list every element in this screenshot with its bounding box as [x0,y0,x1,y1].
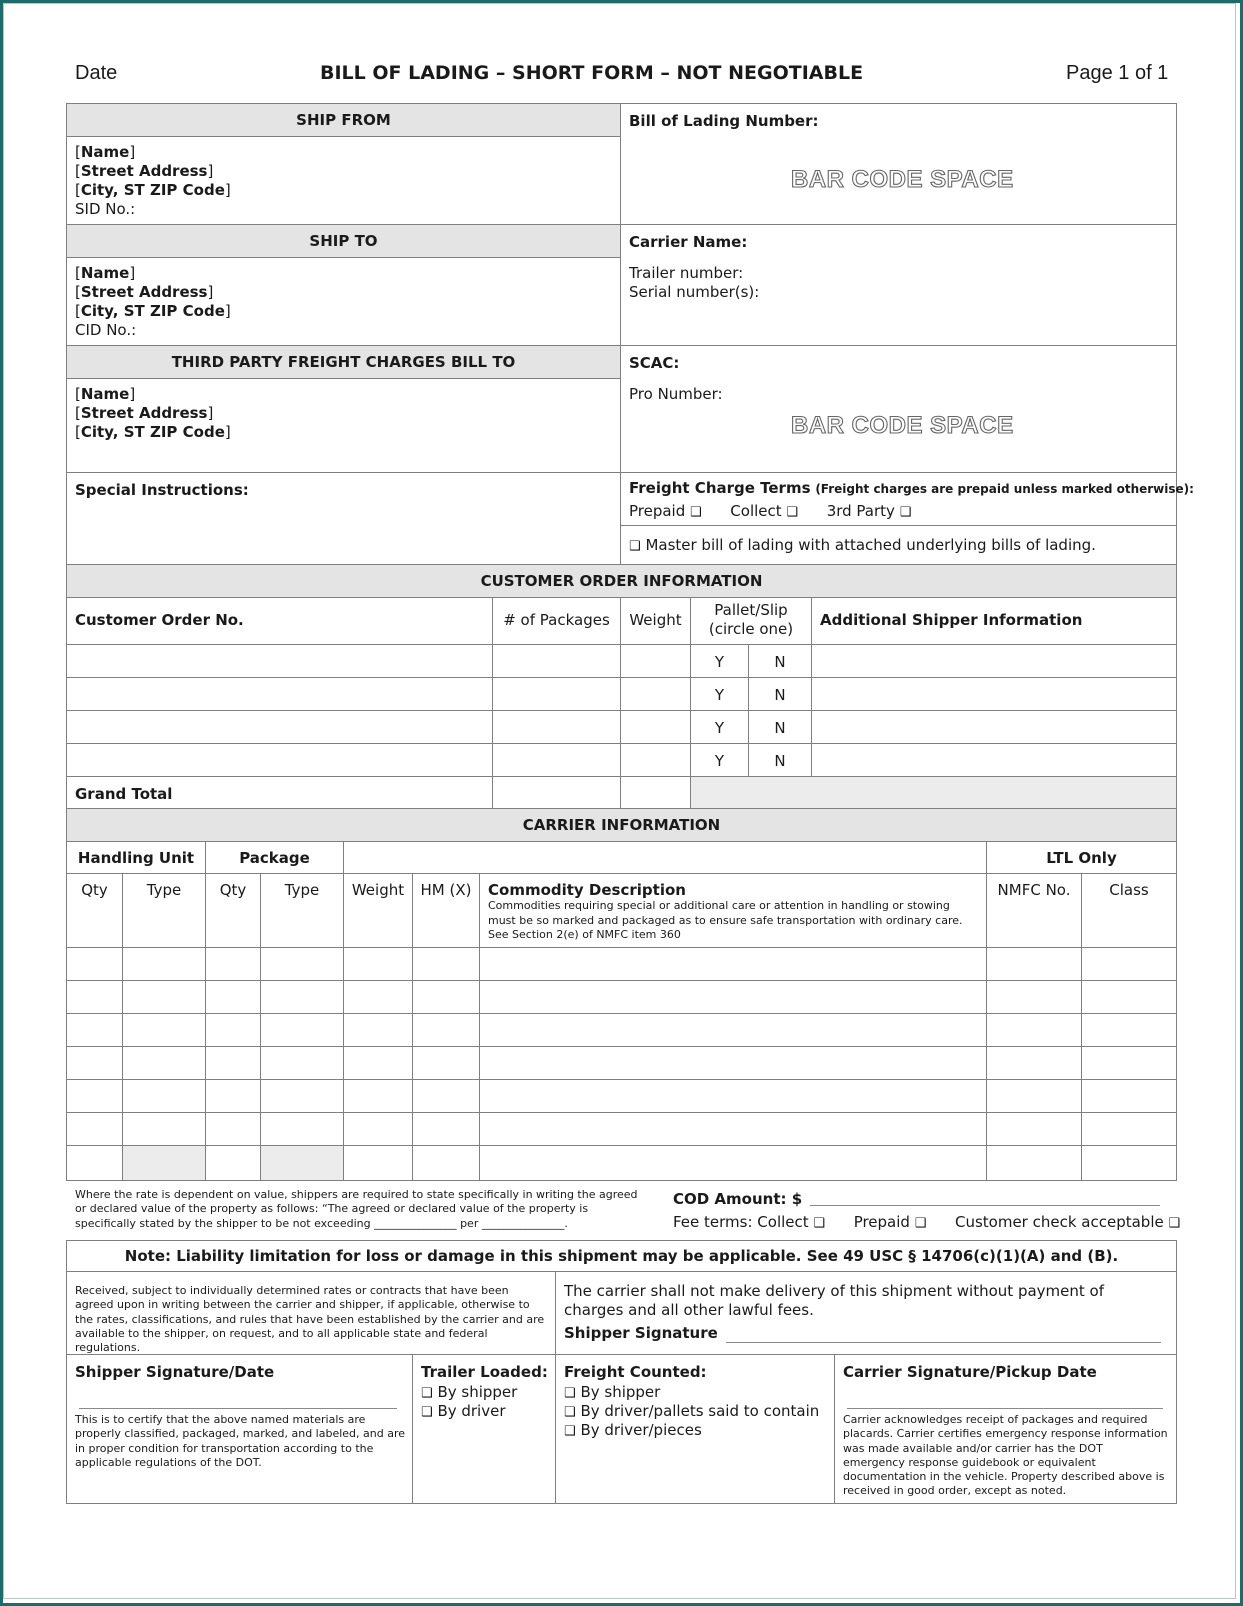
order-row-3-pallet-no [748,710,812,744]
carrier-row-1-col-5[interactable] [343,947,413,981]
fee-collect-checkbox[interactable]: ❑ [813,1216,826,1231]
no-delivery-cell [555,1271,1177,1355]
pro-number-label: Pro Number: [629,385,723,403]
col-num-packages [492,597,621,645]
col-additional-shipper-info [811,597,1177,645]
collect-option: Collect [730,502,782,520]
carrier-row-5-col-3[interactable] [205,1079,261,1113]
ship-from-city: City, ST ZIP Code [80,181,225,199]
carrier-row-1-col-6[interactable] [412,947,480,981]
order-row-1-pallet-no [748,644,812,678]
hu-qty-header-text: Qty [81,881,108,899]
liability-note: Note: Liability limitation for loss or damage in this shipment may be applicable. See 49 USC § 14706(c)(1)(A) and (B). [66,1240,1177,1272]
customer-order-header: CUSTOMER ORDER INFORMATION [66,564,1177,598]
carrier-sig-date-line[interactable] [847,1408,1163,1409]
col-customer-order-no [66,597,493,645]
shipper-sig-date-line[interactable] [79,1408,397,1409]
trailer-number-label: Trailer number: [629,264,744,282]
grand-total-weight[interactable] [620,776,691,810]
pkg-type-header [260,873,344,948]
grand-total-label-text: Grand Total [75,785,173,803]
carrier-row-4-col-2[interactable] [122,1046,206,1080]
grand-total-packages[interactable] [492,776,621,810]
pkg-qty-header-text: Qty [219,881,247,899]
carrier-row-4-col-3[interactable] [205,1046,261,1080]
carrier-row-1-col-4[interactable] [260,947,344,981]
tl-by-shipper-label: By shipper [437,1383,518,1401]
fee-prepaid-checkbox[interactable]: ❑ [914,1216,927,1231]
carrier-row-2-col-2[interactable] [122,980,206,1014]
carrier-row-1-col-7[interactable] [479,947,987,981]
order-row-3-weight[interactable] [620,710,691,744]
order-row-4-pallet-no-text: N [774,752,786,770]
carrier-row-4-col-5[interactable] [343,1046,413,1080]
freight-counted-cell [555,1354,835,1504]
scac-cell [620,345,1177,473]
carrier-row-5-col-8[interactable] [986,1079,1082,1113]
carrier-row-2-col-1[interactable] [66,980,123,1014]
carrier-row-5-col-2[interactable] [122,1079,206,1113]
bol-number-label: Bill of Lading Number: [629,112,819,130]
col-additional-shipper-info-text: Additional Shipper Information [820,611,1083,629]
serial-numbers-label: Serial number(s): [629,283,760,301]
fee-terms-row [673,1213,1180,1231]
ship-to-name: Name [80,264,130,282]
carrier-row-3-col-4[interactable] [260,1013,344,1047]
freight-terms-note: (Freight charges are prepaid unless marked otherwise): [815,482,1194,496]
carrier-row-1-col-3[interactable] [205,947,261,981]
bol-number-cell [620,103,1177,225]
third-party-checkbox[interactable]: ❑ [899,505,912,520]
freight-counted-label: Freight Counted: [564,1363,707,1381]
order-row-4-pallet-yes-text: Y [714,752,725,770]
order-row-4-packages[interactable] [492,743,621,777]
commodity-description-header [479,873,987,948]
carrier-row-3-col-9[interactable] [1081,1013,1177,1047]
freight-terms-cell [620,472,1194,526]
order-row-1-order-no[interactable] [66,644,493,678]
carrier-row-1-col-8[interactable] [986,947,1082,981]
fee-terms-prepaid: Prepaid [853,1213,910,1231]
carrier-acknowledgement: Carrier acknowledges receipt of packages and required placards. Carrier certifies emergency response information was made available and/or carrier has the DOT emergency response guidebook or equivalent documentation in the vehicle. Property described above is received in good order, except as noted. [843,1413,1168,1498]
third-party-option: 3rd Party [826,502,895,520]
fee-customer-check-checkbox[interactable]: ❑ [1168,1216,1181,1231]
carrier-row-3-col-7[interactable] [479,1013,987,1047]
order-row-1-pallet-yes-text: Y [714,653,725,671]
order-row-3-pallet-no-text: N [774,719,786,737]
fc-by-driver-pallets-checkbox[interactable]: ❑ [564,1405,576,1420]
carrier-row-7-col-3[interactable] [205,1145,261,1181]
ship-from-street: Street Address [80,162,208,180]
order-row-4-additional-info[interactable] [811,743,1177,777]
received-text: Received, subject to individually determined rates or contracts that have been agreed upon in writing between the carrier and shipper, if applicable, otherwise to the rates, classifications, and rules that have been established by the carrier and are available to the shipper, on request, and to all applicable state and federal regulations. [75,1284,545,1355]
carrier-row-2-col-7[interactable] [479,980,987,1014]
carrier-row-6-col-6[interactable] [412,1112,480,1146]
order-row-3-packages[interactable] [492,710,621,744]
trailer-loaded-label: Trailer Loaded: [421,1363,548,1381]
carrier-row-6-col-3[interactable] [205,1112,261,1146]
order-row-4-order-no[interactable] [66,743,493,777]
fc-by-shipper-checkbox[interactable]: ❑ [564,1386,576,1401]
tl-by-driver-checkbox[interactable]: ❑ [421,1405,433,1420]
ship-to-city: City, ST ZIP Code [80,302,225,320]
carrier-row-5-col-1[interactable] [66,1079,123,1113]
fc-by-driver-pallets-label: By driver/pallets said to contain [580,1402,820,1420]
ship-to-header: SHIP TO [66,224,621,258]
date-label: Date [75,62,118,84]
carrier-row-2-col-8[interactable] [986,980,1082,1014]
order-row-2-pallet-no [748,677,812,711]
carrier-row-2-col-3[interactable] [205,980,261,1014]
valuation-text: Where the rate is dependent on value, shippers are required to state specifically in writing the agreed or declared value of the property as follows: “The agreed or declared value of the property is specifically stated by the shipper to be not exceeding _______________ per _______________. [75,1188,638,1230]
carrier-row-1-col-2[interactable] [122,947,206,981]
order-row-2-pallet-no-text: N [774,686,786,704]
carrier-row-5-col-7[interactable] [479,1079,987,1113]
ship-from-name: Name [80,143,130,161]
carrier-header-blank[interactable] [343,841,987,874]
tl-by-driver-label: By driver [437,1402,506,1420]
weight-header [343,873,413,948]
carrier-row-4-col-1[interactable] [66,1046,123,1080]
ltl-only-header-text: LTL Only [1046,849,1117,867]
handling-unit-header [66,841,206,874]
order-row-3-additional-info[interactable] [811,710,1177,744]
carrier-row-7-col-9[interactable] [1081,1145,1177,1181]
order-row-1-packages[interactable] [492,644,621,678]
carrier-row-4-col-8[interactable] [986,1046,1082,1080]
order-row-2-order-no[interactable] [66,677,493,711]
order-row-4-pallet-no [748,743,812,777]
carrier-name-label: Carrier Name: [629,233,748,251]
carrier-sig-date-label: Carrier Signature/Pickup Date [843,1363,1097,1381]
order-row-2-additional-info[interactable] [811,677,1177,711]
carrier-row-6-col-1[interactable] [66,1112,123,1146]
carrier-row-6-col-2[interactable] [122,1112,206,1146]
order-row-3-order-no[interactable] [66,710,493,744]
carrier-row-4-col-4[interactable] [260,1046,344,1080]
handling-unit-header-text: Handling Unit [77,849,195,867]
trailer-loaded-cell [412,1354,556,1504]
freight-terms-label: Freight Charge Terms [629,479,811,497]
order-row-3-pallet-yes [690,710,749,744]
carrier-row-4-col-7[interactable] [479,1046,987,1080]
hu-type-header-text: Type [146,881,182,899]
order-row-2-weight[interactable] [620,677,691,711]
order-row-1-pallet-yes [690,644,749,678]
grand-total-label [66,776,493,810]
cod-amount-label: COD Amount: $ [673,1190,803,1208]
third-party-address: [Name] [Street Address] [City, ST ZIP Code] [66,378,621,473]
carrier-row-4-col-9[interactable] [1081,1046,1177,1080]
carrier-row-2-col-4[interactable] [260,980,344,1014]
carrier-row-7-col-2[interactable] [122,1145,206,1181]
order-row-2-packages[interactable] [492,677,621,711]
special-instructions-label: Special Instructions: [75,481,249,499]
carrier-info-header: CARRIER INFORMATION [66,808,1177,842]
barcode-space-1: BAR CODE SPACE [791,166,1014,193]
package-header [205,841,344,874]
page-number: Page 1 of 1 [1066,62,1169,84]
scac-label: SCAC: [629,354,680,372]
prepaid-option: Prepaid [629,502,686,520]
commodity-description-note: Commodities requiring special or additional care or attention in handling or stowing must be so marked and packaged as to ensure safe transportation with ordinary care. See Section 2(e) of NMFC item 360 [488,899,963,941]
class-header-text: Class [1109,881,1149,899]
order-row-4-weight[interactable] [620,743,691,777]
carrier-row-7-col-4[interactable] [260,1145,344,1181]
carrier-sig-cell [834,1354,1177,1504]
third-party-city: City, ST ZIP Code [80,423,225,441]
no-delivery-text: The carrier shall not make delivery of this shipment without payment of charges and all other lawful fees. [564,1282,1104,1319]
nmfc-header-text: NMFC No. [997,881,1071,899]
carrier-row-7-col-7[interactable] [479,1145,987,1181]
shipper-certification: This is to certify that the above named materials are properly classified, packaged, marked, and labeled, and are in proper condition for transportation according to the applicable regulations of the DOT. [75,1413,405,1469]
order-row-2-pallet-yes [690,677,749,711]
carrier-row-2-col-6[interactable] [412,980,480,1014]
prepaid-checkbox[interactable]: ❑ [690,505,702,520]
cod-amount-line[interactable] [810,1205,1160,1206]
carrier-row-7-col-6[interactable] [412,1145,480,1181]
carrier-row-6-col-8[interactable] [986,1112,1082,1146]
third-party-name: Name [80,385,130,403]
carrier-row-3-col-8[interactable] [986,1013,1082,1047]
order-row-2-pallet-yes-text: Y [714,686,725,704]
sid-label: SID No.: [75,200,136,218]
pkg-qty-header [205,873,261,948]
tl-by-shipper-checkbox[interactable]: ❑ [421,1386,433,1401]
col-weight [620,597,691,645]
third-party-header: THIRD PARTY FREIGHT CHARGES BILL TO [66,345,621,379]
carrier-row-6-col-4[interactable] [260,1112,344,1146]
hu-qty-header [66,873,123,948]
carrier-row-5-col-5[interactable] [343,1079,413,1113]
col-customer-order-no-text: Customer Order No. [75,611,244,629]
col-num-packages-text: # of Packages [503,611,610,629]
carrier-row-3-col-5[interactable] [343,1013,413,1047]
carrier-row-3-col-3[interactable] [205,1013,261,1047]
carrier-row-7-col-8[interactable] [986,1145,1082,1181]
hm-header [412,873,480,948]
carrier-name-cell [620,224,1177,346]
nmfc-header [986,873,1082,948]
package-header-text: Package [239,849,310,867]
carrier-row-2-col-9[interactable] [1081,980,1177,1014]
carrier-row-5-col-6[interactable] [412,1079,480,1113]
order-row-4-pallet-yes [690,743,749,777]
carrier-row-6-col-9[interactable] [1081,1112,1177,1146]
carrier-row-6-col-5[interactable] [343,1112,413,1146]
special-instructions-cell [66,472,621,565]
shipper-signature-label: Shipper Signature [564,1324,718,1342]
order-row-1-pallet-no-text: N [774,653,786,671]
carrier-row-3-col-1[interactable] [66,1013,123,1047]
shipper-sig-date-label: Shipper Signature/Date [75,1363,275,1381]
fc-by-driver-pieces-checkbox[interactable]: ❑ [564,1424,576,1439]
carrier-row-5-col-9[interactable] [1081,1079,1177,1113]
col-weight-text: Weight [629,611,682,629]
ship-to-address: [Name] [Street Address] [City, ST ZIP Code] CID No.: [66,257,621,346]
carrier-row-7-col-1[interactable] [66,1145,123,1181]
order-row-3-pallet-yes-text: Y [714,719,725,737]
master-bol-checkbox[interactable]: ❑ [629,539,641,554]
hm-header-text: HM (X) [420,881,472,899]
ship-from-address: [Name] [Street Address] [City, ST ZIP Code] SID No.: [66,136,621,225]
barcode-space-2: BAR CODE SPACE [791,412,1014,439]
carrier-row-7-col-5[interactable] [343,1145,413,1181]
shipper-sig-date-cell [66,1354,413,1504]
col-pallet-slip-sub: (circle one) [708,620,794,638]
hu-type-header [122,873,206,948]
carrier-row-1-col-9[interactable] [1081,947,1177,981]
commodity-description-title: Commodity Description [488,881,686,899]
ltl-only-header [986,841,1177,874]
pkg-type-header-text: Type [284,881,320,899]
document-title: BILL OF LADING – SHORT FORM – NOT NEGOTIABLE [320,62,864,84]
third-party-street: Street Address [80,404,208,422]
ship-to-street: Street Address [80,283,208,301]
carrier-row-3-col-2[interactable] [122,1013,206,1047]
carrier-row-6-col-7[interactable] [479,1112,987,1146]
order-row-1-additional-info[interactable] [811,644,1177,678]
fee-terms-collect: Fee terms: Collect [673,1213,809,1231]
col-pallet-slip [690,597,812,645]
fc-by-shipper-label: By shipper [580,1383,661,1401]
carrier-row-2-col-5[interactable] [343,980,413,1014]
carrier-row-5-col-4[interactable] [260,1079,344,1113]
class-header [1081,873,1177,948]
fee-terms-customer-check: Customer check acceptable [954,1213,1164,1231]
collect-checkbox[interactable]: ❑ [786,505,799,520]
ship-from-header: SHIP FROM [66,103,621,137]
master-bol-label: Master bill of lading with attached underlying bills of lading. [645,536,1096,554]
order-row-1-weight[interactable] [620,644,691,678]
weight-header-text: Weight [351,881,405,899]
carrier-row-1-col-1[interactable] [66,947,123,981]
carrier-row-4-col-6[interactable] [412,1046,480,1080]
fc-by-driver-pieces-label: By driver/pieces [580,1421,702,1439]
shipper-signature-line[interactable] [726,1342,1161,1343]
carrier-row-3-col-6[interactable] [412,1013,480,1047]
received-cell [66,1271,556,1355]
grand-total-shaded[interactable] [690,776,1177,810]
master-bol-cell [620,525,1177,565]
col-pallet-slip-text: Pallet/Slip [714,601,788,619]
cid-label: CID No.: [75,321,137,339]
